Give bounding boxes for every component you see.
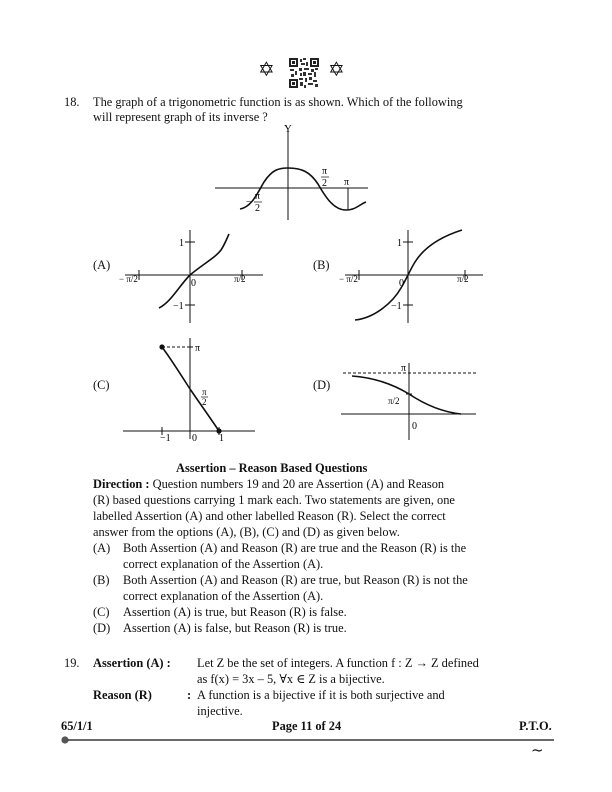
footer-dot xyxy=(61,736,68,743)
ar-option-d-letter: (D) xyxy=(93,621,111,635)
svg-text:0: 0 xyxy=(192,433,197,444)
footer-code: 65/1/1 xyxy=(61,719,93,733)
direction-label: Direction : xyxy=(93,477,150,491)
header-star-right: ✡ xyxy=(328,57,345,81)
q18-option-d-letter: (D) xyxy=(313,378,331,392)
svg-text:π: π xyxy=(202,387,207,397)
svg-text:2: 2 xyxy=(202,397,207,407)
qr-code xyxy=(289,58,319,88)
svg-text:−1: −1 xyxy=(173,301,184,312)
q18-option-c-letter: (C) xyxy=(93,378,110,392)
q19-reason-label: Reason (R) xyxy=(93,688,152,702)
q18-option-a-graph xyxy=(115,228,265,326)
label-pi-half-num: π xyxy=(322,166,328,177)
ar-option-a-line1: Both Assertion (A) and Reason (R) are true and the Reason (R) is the xyxy=(123,541,467,555)
q18-text-line1: The graph of a trigonometric function is as shown. Which of the following xyxy=(93,95,463,109)
q18-option-b-letter: (B) xyxy=(313,258,330,272)
svg-text:−1: −1 xyxy=(160,433,171,444)
svg-text:π: π xyxy=(195,343,201,354)
svg-text:− π/2: − π/2 xyxy=(339,274,358,284)
svg-text:π: π xyxy=(401,363,407,374)
q18-option-b-graph xyxy=(335,228,485,326)
ar-option-a-line2: correct explanation of the Assertion (A). xyxy=(123,557,324,571)
q19-reason-line1: A function is a bijective if it is both surjective and xyxy=(197,688,445,702)
ar-option-d-line1: Assertion (A) is false, but Reason (R) is true. xyxy=(123,621,347,635)
svg-text:0: 0 xyxy=(399,278,404,289)
footer-tilde: ~ xyxy=(531,741,544,759)
q18-number: 18. xyxy=(64,95,80,109)
header-star-left: ✡ xyxy=(258,57,275,81)
svg-text:1: 1 xyxy=(219,433,224,444)
svg-text:− π/2: − π/2 xyxy=(119,274,138,284)
label-pi: π xyxy=(344,177,350,188)
label-neg-pi-half-den: 2 xyxy=(255,203,260,214)
ar-option-b-line1: Both Assertion (A) and Reason (R) are true, but Reason (R) is not the xyxy=(123,573,468,587)
option-a-curve xyxy=(159,234,229,308)
direction-line4: answer from the options (A), (B), (C) and (D) as given below. xyxy=(93,525,400,539)
q18-text-line2: will represent graph of its inverse ? xyxy=(93,110,268,124)
q19-assertion-line2: as f(x) = 3x – 5, ∀x ∈ Z is a bijective. xyxy=(197,672,385,686)
q19-assertion-label: Assertion (A) : xyxy=(93,656,171,670)
svg-text:1: 1 xyxy=(397,238,402,249)
section-title: Assertion – Reason Based Questions xyxy=(176,461,368,475)
q19-reason-colon: : xyxy=(187,688,192,702)
label-pi-half-den: 2 xyxy=(322,178,327,189)
svg-text:−1: −1 xyxy=(391,301,402,312)
y-axis-label: Y xyxy=(284,123,292,135)
direction-line1: Direction : Question numbers 19 and 20 are Assertion (A) and Reason xyxy=(93,477,445,491)
q18-main-graph xyxy=(210,122,370,222)
label-neg-pi-half-num: π xyxy=(255,191,261,202)
footer-page: Page 11 of 24 xyxy=(272,719,342,733)
ar-option-a-letter: (A) xyxy=(93,541,111,555)
option-d-curve xyxy=(352,376,461,414)
svg-text:π/2: π/2 xyxy=(234,274,246,284)
q19-reason-line2: injective. xyxy=(197,704,243,718)
q19-number: 19. xyxy=(64,656,80,670)
q18-option-d-graph xyxy=(338,360,483,442)
ar-option-b-letter: (B) xyxy=(93,573,110,587)
direction-line2: (R) based questions carrying 1 mark each. Two statements are given, one xyxy=(93,493,455,507)
q18-option-c-graph xyxy=(115,335,265,445)
direction-line3: labelled Assertion (A) and other labelled Reason (R). Select the correct xyxy=(93,509,446,523)
q19-assertion-line1: Let Z be the set of integers. A function f : Z → Z defined xyxy=(197,656,479,670)
svg-text:π/2: π/2 xyxy=(457,274,469,284)
svg-text:0: 0 xyxy=(191,278,196,289)
svg-text:1: 1 xyxy=(179,238,184,249)
footer-rule xyxy=(58,735,558,745)
svg-text:π/2: π/2 xyxy=(388,396,400,406)
ar-option-c-letter: (C) xyxy=(93,605,110,619)
svg-text:0: 0 xyxy=(412,421,417,432)
ar-option-b-line2: correct explanation of the Assertion (A). xyxy=(123,589,324,603)
ar-option-c-line1: Assertion (A) is true, but Reason (R) is false. xyxy=(123,605,347,619)
q18-option-a-letter: (A) xyxy=(93,258,111,272)
footer-pto: P.T.O. xyxy=(519,719,552,733)
label-minus: − xyxy=(246,197,252,208)
